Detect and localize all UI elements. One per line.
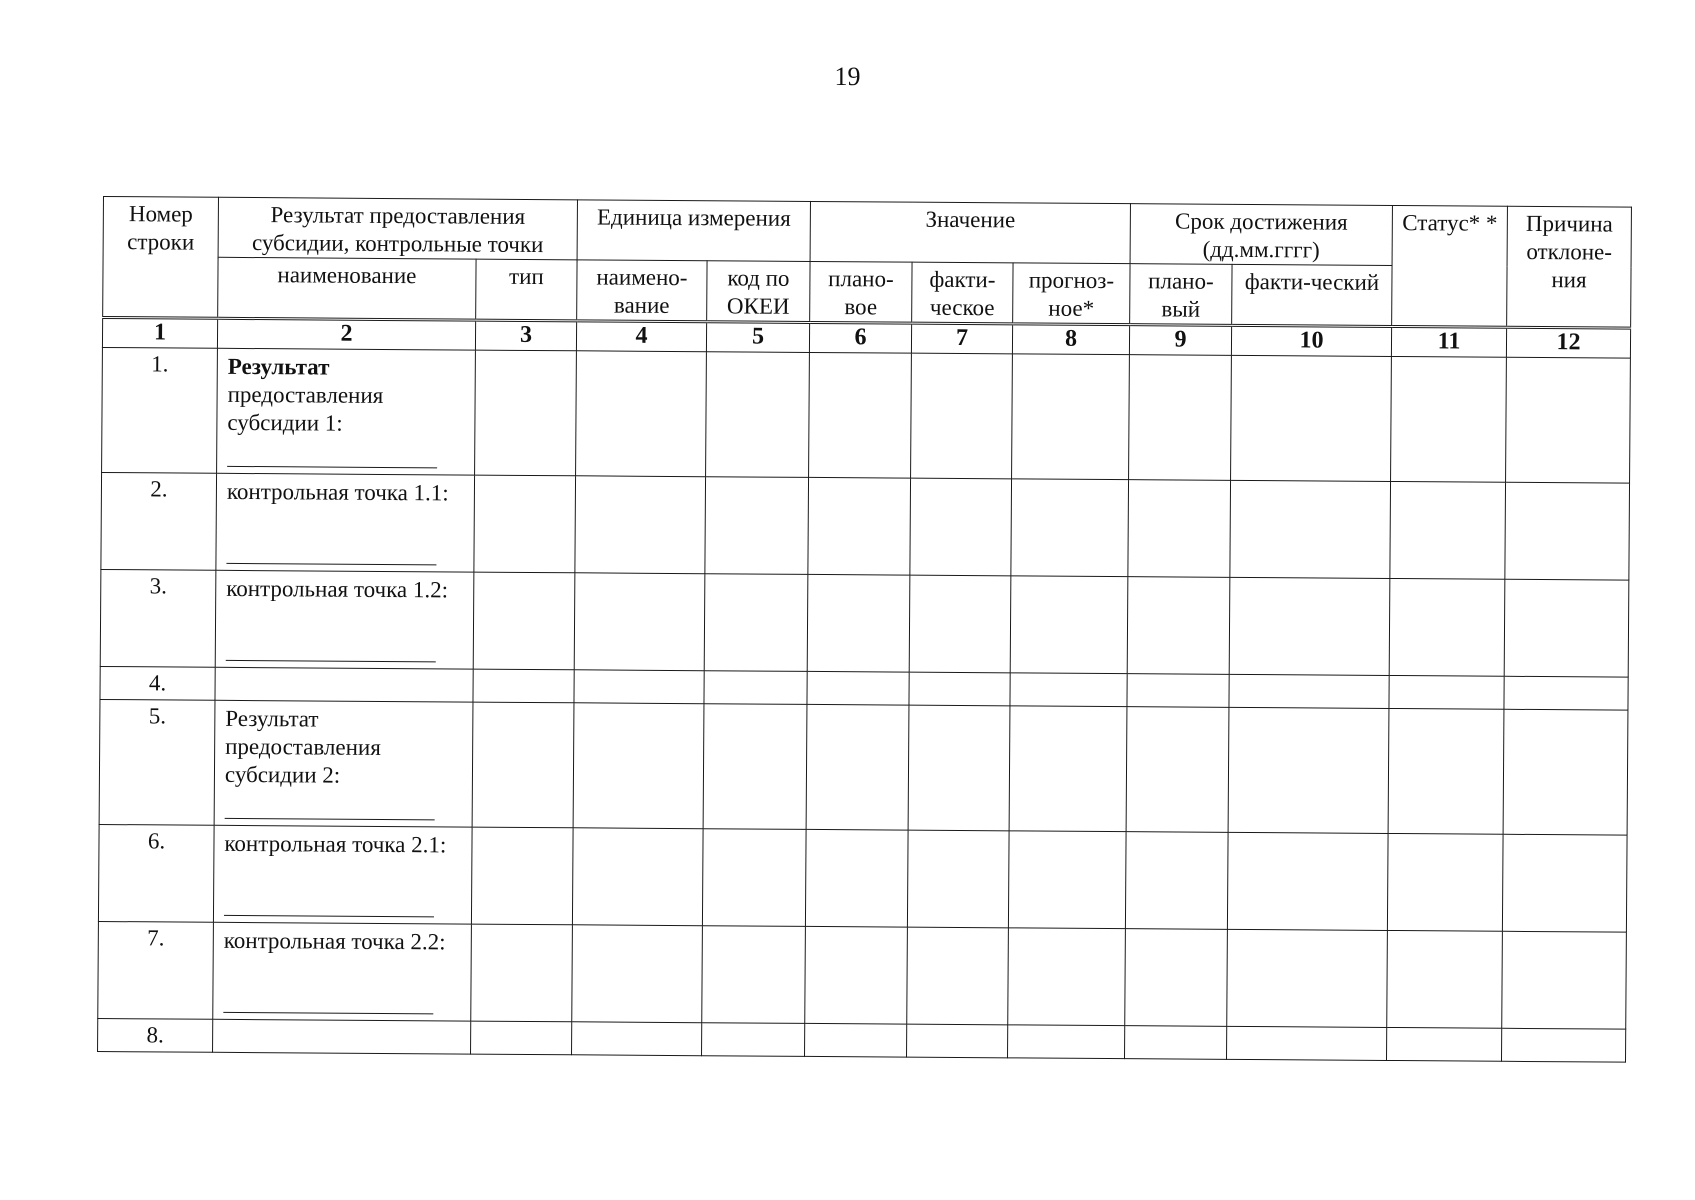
cell-unit-okei: [705, 477, 809, 575]
column-number: 11: [1391, 326, 1506, 357]
cell-reason: [1502, 1028, 1626, 1062]
cell-value-forecast: [1010, 576, 1128, 674]
cell-type: [472, 702, 574, 828]
fill-in-line: [224, 915, 434, 917]
column-number: 5: [706, 322, 809, 353]
row-number: 7.: [98, 921, 214, 1019]
fill-in-line: [225, 818, 435, 820]
cell-value-forecast: [1011, 479, 1129, 577]
cell-value-actual: [907, 1024, 1008, 1058]
cell-value-forecast: [1012, 354, 1130, 480]
cell-reason: [1505, 482, 1630, 580]
cell-unit-name: [575, 476, 706, 574]
cell-value-planned: [808, 477, 911, 575]
column-number: 8: [1012, 324, 1129, 355]
cell-type: [473, 572, 575, 670]
cell-status: [1387, 930, 1503, 1028]
header-unit-okei: код по ОКЕИ: [707, 261, 810, 323]
table-row: [101, 472, 1630, 580]
cell-reason: [1503, 709, 1628, 835]
cell-deadline-planned: [1127, 577, 1230, 675]
row-name-text: контрольная точка 2.1:: [224, 830, 447, 858]
row-name-text: предоставления субсидии 1:: [227, 381, 384, 436]
cell-value-planned: [807, 574, 910, 672]
row-number: 8.: [98, 1018, 213, 1052]
column-number: 10: [1231, 325, 1391, 356]
header-row-number: Номер строки: [103, 197, 219, 319]
cell-reason: [1506, 357, 1631, 483]
cell-type: [473, 669, 574, 703]
header-value-actual: факти-ческое: [912, 262, 1013, 324]
header-unit-group: Единица измерения: [577, 200, 810, 262]
cell-value-planned: [805, 829, 908, 927]
row-name-bold: Результат: [227, 353, 330, 380]
row-number: 3.: [100, 569, 216, 667]
cell-deadline-planned: [1128, 480, 1231, 578]
header-deadline-group: Срок достижения (дд.мм.гггг): [1130, 204, 1392, 266]
cell-deadline-planned: [1125, 929, 1228, 1027]
row-name: [213, 825, 472, 924]
header-value-planned: плано-вое: [810, 261, 912, 323]
cell-unit-name: [572, 828, 703, 926]
row-number: 5.: [99, 699, 215, 825]
table-row: [98, 824, 1627, 932]
column-number: 4: [576, 321, 706, 352]
cell-deadline-actual: [1227, 832, 1388, 930]
cell-unit-name: [572, 1022, 702, 1056]
header-reason: Причина отклоне-ния: [1507, 206, 1632, 328]
cell-deadline-actual: [1229, 577, 1390, 675]
cell-deadline-actual: [1227, 929, 1388, 1027]
cell-unit-name: [572, 925, 703, 1023]
cell-value-forecast: [1009, 706, 1127, 832]
cell-status: [1389, 578, 1505, 676]
cell-reason: [1502, 931, 1627, 1029]
cell-type: [474, 475, 576, 573]
cell-unit-okei: [704, 671, 807, 705]
row-name-text: контрольная точка 1.2:: [226, 575, 449, 603]
cell-type: [471, 827, 573, 925]
cell-value-actual: [911, 353, 1013, 479]
cell-status: [1387, 833, 1503, 931]
cell-deadline-planned: [1127, 674, 1229, 708]
cell-unit-name: [574, 670, 704, 704]
row-name: [217, 348, 476, 475]
cell-status: [1389, 675, 1504, 709]
cell-status: [1387, 1027, 1502, 1061]
table-row: [99, 699, 1628, 835]
column-number: 6: [809, 322, 911, 353]
row-number: 4.: [100, 666, 215, 700]
column-number: 7: [911, 323, 1012, 354]
cell-value-actual: [910, 478, 1012, 576]
cell-deadline-planned: [1126, 707, 1229, 833]
fill-in-line: [226, 563, 436, 565]
header-value-forecast: прогноз-ное*: [1013, 263, 1130, 325]
cell-deadline-planned: [1125, 1026, 1227, 1060]
cell-unit-okei: [706, 352, 810, 478]
cell-reason: [1504, 579, 1629, 677]
cell-value-forecast: [1008, 928, 1126, 1026]
column-number: 9: [1129, 325, 1231, 356]
header-result-name: наименование: [218, 257, 476, 320]
row-name-text: Результат предоставления субсидии 2:: [224, 705, 381, 788]
table-row: [102, 347, 1631, 483]
header-result-type: тип: [476, 259, 577, 321]
row-name: [213, 1019, 471, 1054]
column-number: 1: [102, 318, 217, 349]
cell-unit-name: [573, 703, 704, 829]
cell-value-actual: [909, 672, 1010, 706]
cell-value-forecast: [1008, 1025, 1125, 1059]
cell-unit-name: [576, 351, 707, 477]
cell-value-actual: [907, 927, 1009, 1025]
row-name: [214, 700, 473, 827]
cell-deadline-planned: [1125, 832, 1228, 930]
header-value-group: Значение: [810, 201, 1130, 263]
row-name: [215, 667, 473, 702]
column-number: 2: [217, 318, 475, 350]
column-number: 3: [475, 320, 576, 351]
cell-type: [475, 350, 577, 476]
cell-deadline-actual: [1227, 1026, 1387, 1060]
header-deadline-actual: факти-ческий: [1232, 264, 1392, 326]
fill-in-line: [226, 660, 436, 662]
row-number: 6.: [98, 824, 214, 922]
cell-type: [471, 924, 573, 1022]
cell-value-planned: [805, 926, 908, 1024]
header-unit-name: наимено-вание: [577, 260, 707, 322]
cell-value-actual: [908, 705, 1010, 831]
cell-unit-okei: [702, 926, 806, 1024]
row-name-text: контрольная точка 2.2:: [223, 927, 446, 955]
cell-value-forecast: [1010, 673, 1127, 707]
cell-status: [1391, 356, 1507, 482]
cell-reason: [1504, 676, 1628, 710]
cell-deadline-actual: [1231, 355, 1392, 481]
row-number: 1.: [102, 347, 218, 473]
cell-reason: [1502, 834, 1627, 932]
cell-value-actual: [909, 575, 1011, 673]
header-result-group: Результат предоставления субсидии, контрольные точки: [218, 197, 577, 260]
row-name: [216, 473, 475, 572]
cell-unit-okei: [702, 1023, 805, 1057]
cell-unit-okei: [703, 704, 807, 830]
cell-type: [471, 1021, 572, 1055]
fill-in-line: [223, 1012, 433, 1014]
cell-deadline-actual: [1230, 480, 1391, 578]
cell-deadline-planned: [1129, 355, 1232, 481]
cell-status: [1388, 708, 1504, 834]
cell-unit-okei: [704, 574, 808, 672]
row-name: [215, 570, 474, 669]
cell-value-planned: [807, 671, 909, 705]
cell-value-actual: [907, 830, 1009, 928]
header-deadline-planned: плано-вый: [1130, 264, 1232, 326]
cell-value-forecast: [1008, 831, 1126, 929]
column-number: 12: [1506, 327, 1630, 358]
cell-value-planned: [809, 352, 912, 478]
page-number: 19: [834, 62, 861, 91]
cell-deadline-actual: [1228, 707, 1389, 833]
header-status: Статус* *: [1392, 206, 1508, 328]
cell-value-planned: [806, 704, 909, 830]
table-row: [100, 569, 1629, 677]
fill-in-line: [227, 466, 437, 468]
cell-status: [1390, 481, 1506, 579]
cell-unit-okei: [702, 829, 806, 927]
cell-deadline-actual: [1229, 674, 1389, 708]
cell-unit-name: [574, 573, 705, 671]
row-name: [213, 922, 472, 1021]
table-row: [98, 921, 1627, 1029]
row-name-text: контрольная точка 1.1:: [226, 478, 449, 506]
row-number: 2.: [101, 472, 217, 570]
cell-value-planned: [805, 1023, 907, 1057]
subsidy-results-table: [97, 196, 1632, 1063]
